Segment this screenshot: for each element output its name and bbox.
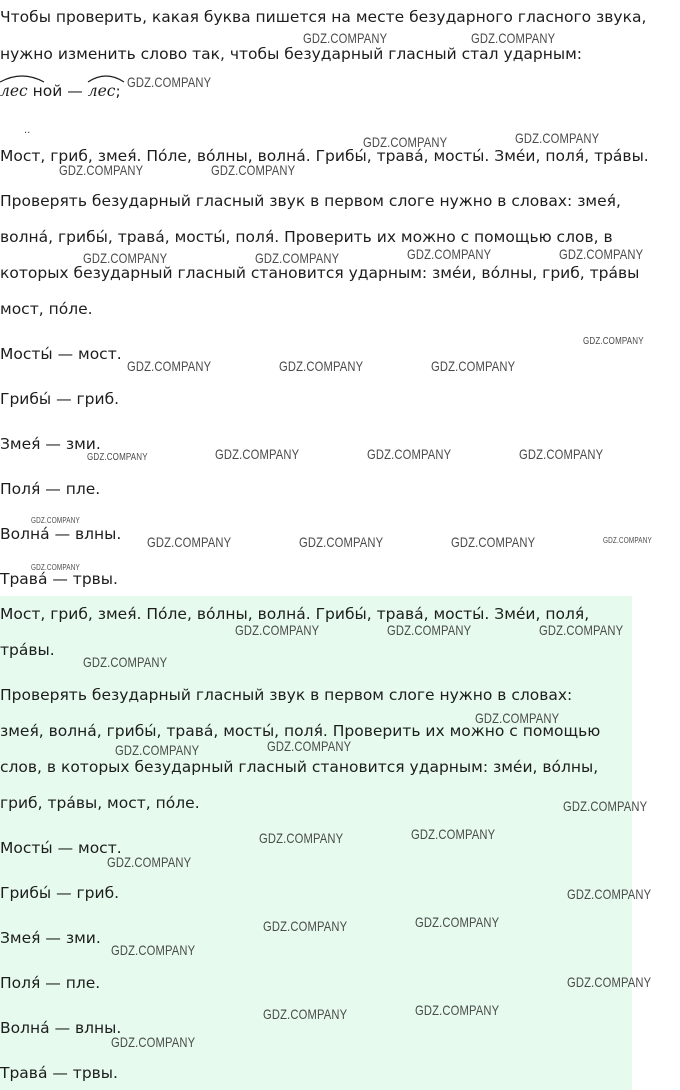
stray-dots: ·· [24, 128, 31, 139]
watermark: GDZ.COMPANY [299, 534, 384, 550]
watermark: GDZ.COMPANY [475, 710, 560, 726]
intro-line-2: нужно изменить слово так, чтобы безударный гласный стал ударным: [0, 45, 583, 63]
watermark: GDZ.COMPANY [563, 798, 648, 814]
task-pair-4: Поля́ — пле. [0, 480, 101, 498]
task-text-line-2: волна́, грибы́, трава́, мосты́, поля́. Проверить их можно с помощью слов, в [0, 228, 613, 246]
watermark: GDZ.COMPANY [471, 30, 556, 46]
watermark: GDZ.COMPANY [235, 622, 320, 638]
watermark: GDZ.COMPANY [431, 358, 516, 374]
watermark: GDZ.COMPANY [263, 918, 348, 934]
task-pair-6: Трава́ — трвы. [0, 570, 118, 588]
root-arc-1 [0, 80, 28, 102]
answer-words-line-2: тра́вы. [0, 641, 55, 659]
watermark: GDZ.COMPANY [259, 830, 344, 846]
root-arc-icon [86, 73, 126, 83]
watermark: GDZ.COMPANY [559, 246, 644, 262]
watermark: GDZ.COMPANY [127, 358, 212, 374]
root-arc-2 [88, 80, 116, 102]
watermark: GDZ.COMPANY [127, 74, 212, 90]
answer-text-line-4: гриб, тра́вы, мост, по́ле. [0, 794, 200, 812]
watermark: GDZ.COMPANY [567, 974, 652, 990]
answer-pair-2: Грибы́ — гриб. [0, 884, 120, 902]
task-text-line-3: которых безударный гласный становится ударным: зме́и, во́лны, гриб, тра́вы [0, 264, 640, 282]
task-words-line: Мост, гриб, змея́. По́ле, во́лны, волна́. Грибы́, трава́, мосты́. Зме́и, поля́, тра́вы. [0, 147, 649, 165]
watermark: GDZ.COMPANY [279, 358, 364, 374]
answer-pair-4: Поля́ — пле. [0, 974, 101, 992]
watermark: GDZ.COMPANY [147, 534, 232, 550]
watermark: GDZ.COMPANY [215, 446, 300, 462]
watermark: GDZ.COMPANY [211, 162, 296, 178]
watermark: GDZ.COMPANY [111, 1034, 196, 1050]
watermark: GDZ.COMPANY [415, 1002, 500, 1018]
example-punct: ; [115, 82, 121, 100]
watermark: GDZ.COMPANY [31, 563, 80, 572]
watermark: GDZ.COMPANY [31, 516, 80, 525]
watermark: GDZ.COMPANY [367, 446, 452, 462]
watermark: GDZ.COMPANY [539, 622, 624, 638]
example-root-1: лес [0, 82, 28, 100]
watermark: GDZ.COMPANY [83, 654, 168, 670]
answer-text-line-1: Проверять безударный гласный звук в первом слоге нужно в словах: [0, 686, 573, 704]
watermark: GDZ.COMPANY [263, 1006, 348, 1022]
answer-words-line-1: Мост, гриб, змея́. По́ле, во́лны, волна́. Грибы́, трава́, мосты́. Зме́и, поля́, [0, 605, 590, 623]
task-text-line-4: мост, по́ле. [0, 300, 93, 318]
example-rest-1: ной — [32, 82, 83, 100]
task-text-line-1: Проверять безударный гласный звук в первом слоге нужно в словах: змея́, [0, 192, 621, 210]
watermark: GDZ.COMPANY [583, 336, 644, 347]
watermark: GDZ.COMPANY [411, 826, 496, 842]
answer-pair-5: Волна́ — влны. [0, 1019, 122, 1037]
watermark: GDZ.COMPANY [567, 886, 652, 902]
answer-pair-6: Трава́ — трвы. [0, 1064, 118, 1082]
answer-text-line-3: слов, в которых безударный гласный становится ударным: зме́и, во́лны, [0, 758, 599, 776]
watermark: GDZ.COMPANY [603, 536, 652, 545]
watermark: GDZ.COMPANY [107, 854, 192, 870]
task-pair-5: Волна́ — влны. [0, 525, 122, 543]
watermark: GDZ.COMPANY [451, 534, 536, 550]
task-pair-1: Мосты́ — мост. [0, 345, 122, 363]
watermark: GDZ.COMPANY [387, 622, 472, 638]
task-pair-3: Змея́ — зми. [0, 435, 101, 453]
watermark: GDZ.COMPANY [111, 942, 196, 958]
watermark: GDZ.COMPANY [519, 446, 604, 462]
watermark: GDZ.COMPANY [83, 250, 168, 266]
watermark: GDZ.COMPANY [415, 914, 500, 930]
root-arc-icon [0, 73, 46, 83]
watermark: GDZ.COMPANY [407, 246, 492, 262]
watermark: GDZ.COMPANY [115, 742, 200, 758]
watermark: GDZ.COMPANY [303, 30, 388, 46]
intro-line-1: Чтобы проверить, какая буква пишется на месте безударного гласного звука, [0, 8, 647, 26]
task-pair-2: Грибы́ — гриб. [0, 390, 120, 408]
example-line [0, 80, 121, 102]
answer-text-line-2: змея́, волна́, грибы́, трава́, мосты́, поля́. Проверить их можно с помощью [0, 722, 601, 740]
answer-pair-1: Мосты́ — мост. [0, 839, 122, 857]
watermark: GDZ.COMPANY [59, 162, 144, 178]
watermark: GDZ.COMPANY [515, 130, 600, 146]
watermark: GDZ.COMPANY [363, 134, 448, 150]
watermark: GDZ.COMPANY [267, 738, 352, 754]
watermark: GDZ.COMPANY [87, 452, 148, 463]
watermark: GDZ.COMPANY [255, 250, 340, 266]
example-root-2: лес [87, 82, 116, 100]
answer-pair-3: Змея́ — зми. [0, 929, 101, 947]
